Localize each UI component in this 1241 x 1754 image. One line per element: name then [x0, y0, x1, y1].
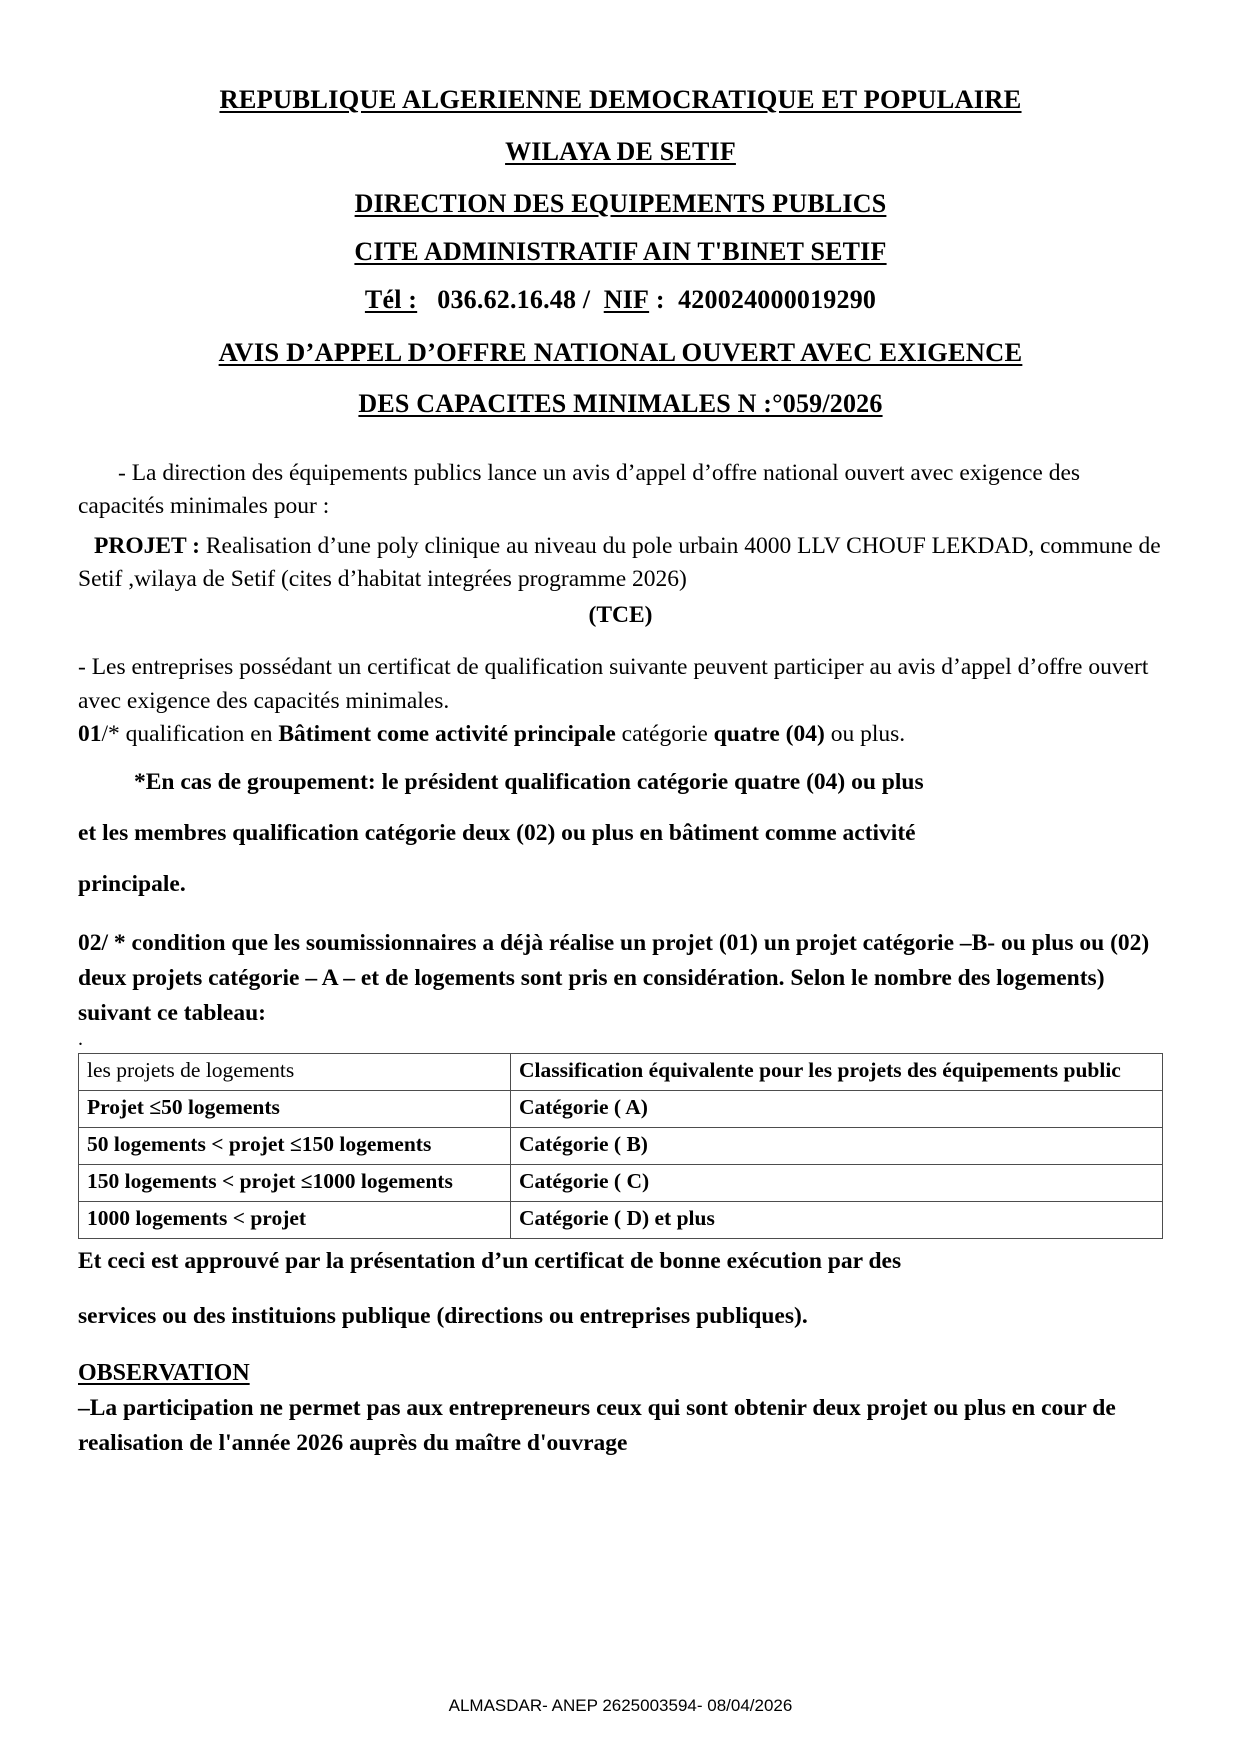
groupement-line-2: et les membres qualification catégorie deux (02) ou plus en bâtiment comme activité: [78, 819, 916, 846]
observation-text: –La participation ne permet pas aux entrepreneurs ceux qui sont obtenir deux projet ou plus en cour de realisation de l'année 2026 auprès du maître d'ouvrage: [78, 1394, 1116, 1456]
table-cell-range: 1000 logements < projet: [79, 1202, 511, 1239]
intro-paragraph: - La direction des équipements publics lance un avis d’appel d’offre national ouvert avec exigence des capacités minimales pour :: [78, 460, 1081, 520]
table-cell-range: Projet ≤50 logements: [79, 1091, 511, 1128]
qualification-item-1: [78, 718, 1163, 751]
qualification-item-2: 02/ * condition que les soumissionnaires a déjà réalise un projet (01) un projet catégorie –B- ou plus ou (02) deux projets catégorie – A – et de logements sont pris en considération. Selon le nombre des logements) suivant ce tableau:: [78, 929, 1150, 1027]
observation-section: [78, 1334, 1163, 1462]
notice-title-line1: [78, 336, 1163, 367]
table-header-row: [79, 1054, 1163, 1091]
header-line-republic: [78, 86, 1163, 113]
page-footer: ALMASDAR- ANEP 2625003594- 08/04/2026: [448, 1696, 793, 1715]
qualification-intro: - Les entreprises possédant un certificat de qualification suivante peuvent participer au avis d’appel d’offre ouvert avec exigence des capacités minimales.: [78, 654, 1149, 714]
item1-text-1: qualification en: [119, 721, 279, 748]
header-line-wilaya-text: WILAYA DE SETIF: [505, 136, 736, 166]
observation-title: OBSERVATION: [78, 1359, 250, 1386]
approval-line-1: Et ceci est approuvé par la présentation d’un certificat de bonne exécution par des: [78, 1248, 902, 1275]
item1-text-2: catégorie: [615, 721, 714, 748]
notice-title-line2-text: DES CAPACITES MINIMALES N :°059/2026: [358, 389, 883, 418]
nif-colon: :: [655, 284, 665, 314]
table-cell-range: 50 logements < projet ≤150 logements: [79, 1128, 511, 1165]
notice-title-line2: [78, 391, 1163, 417]
document-body: [78, 457, 1163, 1461]
header-line-direction-text: DIRECTION DES EQUIPEMENTS PUBLICS: [354, 188, 887, 218]
notice-title-line1-text: AVIS D’APPEL D’OFFRE NATIONAL OUVERT AVEC EXIGENCE: [218, 336, 1023, 367]
table-cell-range: 150 logements < projet ≤1000 logements: [79, 1165, 511, 1202]
approval-line-2: services ou des instituions publique (directions ou entreprises publiques).: [78, 1303, 808, 1330]
item1-star: /*: [101, 721, 120, 748]
header-line-cite: [78, 236, 1163, 266]
nif-value: 420024000019290: [678, 284, 877, 314]
approval-paragraph: [78, 1245, 1163, 1334]
document-header: [78, 86, 1163, 417]
item1-bold-1: Bâtiment come activité principale: [278, 721, 616, 748]
item1-bold-2: quatre (04): [713, 721, 825, 748]
item1-number: 01: [78, 721, 102, 748]
tel-label: Tél :: [364, 284, 418, 314]
table-row: [79, 1128, 1163, 1165]
tel-value: 036.62.16.48: [437, 284, 577, 314]
stray-dot: .: [78, 1028, 83, 1051]
table-cell-category: Catégorie ( D) et plus: [511, 1202, 1163, 1239]
table-row: [79, 1202, 1163, 1239]
table-row: [79, 1165, 1163, 1202]
projet-paragraph: [78, 530, 1163, 597]
groupement-line-3: principale.: [78, 871, 186, 898]
nif-label: NIF: [603, 284, 650, 314]
table-header-cell-classification: Classification équivalente pour les projets des équipements public: [511, 1054, 1163, 1091]
header-line-wilaya: [78, 136, 1163, 166]
header-line-cite-text: CITE ADMINISTRATIF AIN T'BINET SETIF: [354, 236, 887, 266]
header-line-direction: [78, 188, 1163, 218]
groupement-line-1: *En cas de groupement: le président qualification catégorie quatre (04) ou plus: [134, 768, 924, 795]
table-row: [79, 1091, 1163, 1128]
table-cell-category: Catégorie ( B): [511, 1128, 1163, 1165]
tce-line: (TCE): [588, 602, 653, 629]
classification-table: [78, 1053, 1163, 1239]
table-header-cell-projects: les projets de logements: [79, 1054, 511, 1091]
header-line-republic-text: REPUBLIQUE ALGERIENNE DEMOCRATIQUE ET POPULAIRE: [219, 84, 1022, 114]
header-contact-line: [78, 284, 1163, 314]
contact-separator: /: [582, 284, 591, 314]
table-cell-category: Catégorie ( C): [511, 1165, 1163, 1202]
projet-label: PROJET :: [94, 532, 200, 559]
projet-text: Realisation d’une poly clinique au niveau du pole urbain 4000 LLV CHOUF LEKDAD, commune de Setif ,wilaya de Setif (cites d’habitat integrées programme 2026): [78, 532, 1161, 593]
item1-text-3: ou plus.: [824, 721, 906, 748]
table-cell-category: Catégorie ( A): [511, 1091, 1163, 1128]
